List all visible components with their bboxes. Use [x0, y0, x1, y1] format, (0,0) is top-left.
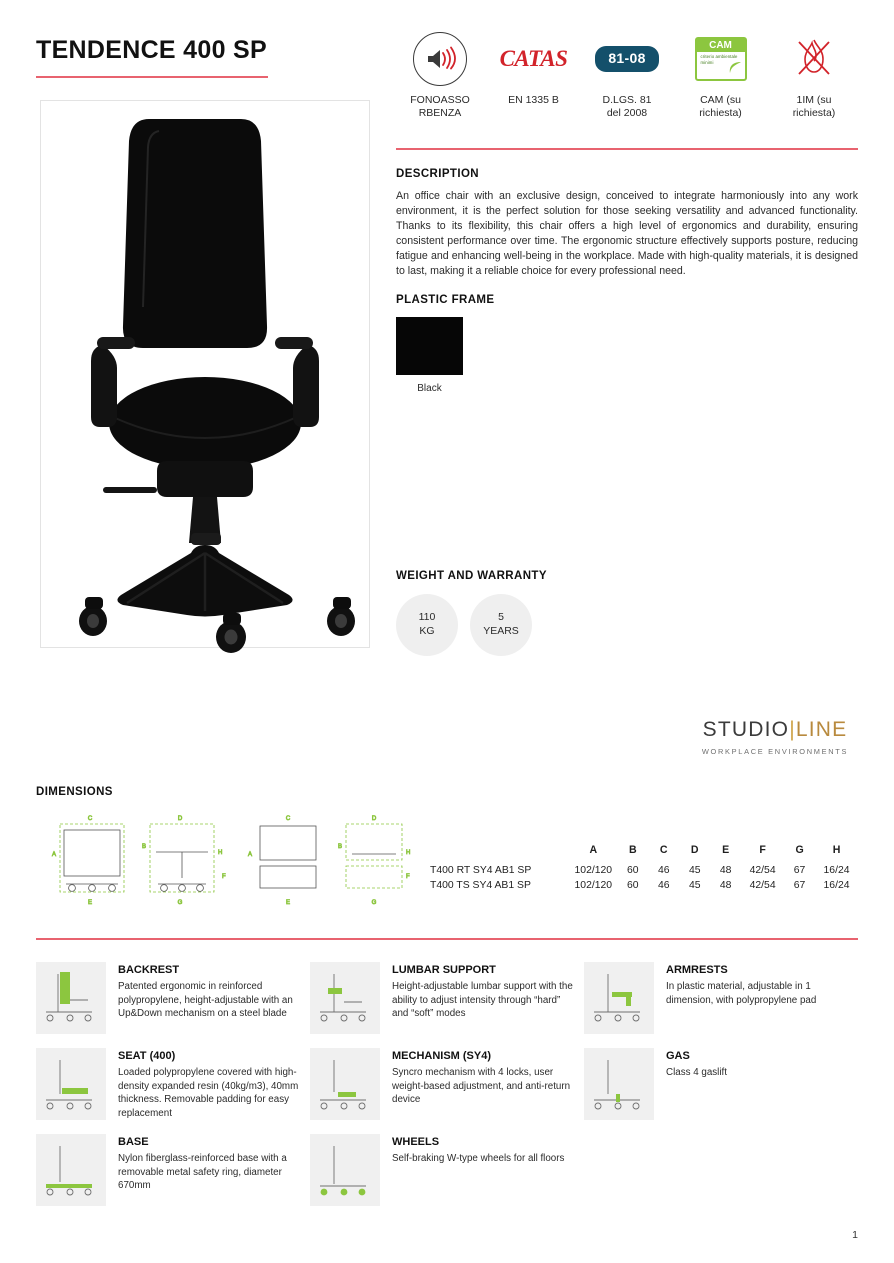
description-block: [396, 168, 858, 279]
certification-item-cam: [677, 30, 765, 120]
title-underline: [36, 76, 268, 78]
table-header-f: F: [759, 844, 766, 856]
feature-seat: [36, 1048, 310, 1134]
cell-h: 16/24: [823, 865, 850, 876]
feature-base: [36, 1134, 310, 1220]
table-row: [430, 878, 858, 893]
svg-text:B: B: [142, 844, 147, 850]
svg-text:G: G: [371, 900, 377, 906]
feature-title: LUMBAR SUPPORT: [392, 964, 496, 976]
certification-label-line1: EN 1335 B: [508, 94, 559, 106]
feature-title: MECHANISM (SY4): [392, 1050, 492, 1062]
feature-description: Height-adjustable lumbar support with the ability to adjust intensity through “hard” and “soft” modes: [392, 981, 573, 1020]
weight-warranty-block: [396, 570, 696, 656]
svg-text:E: E: [87, 900, 93, 906]
svg-text:H: H: [218, 850, 223, 856]
warranty-value: 5: [498, 611, 504, 624]
certification-divider: [396, 148, 858, 150]
cam-logo-icon: [677, 30, 765, 88]
certification-item-dlgs81: [583, 30, 671, 120]
product-image: [40, 100, 370, 648]
cell-e: 48: [719, 880, 732, 891]
page-number: 1: [852, 1229, 858, 1241]
cell-h: 16/24: [823, 880, 850, 891]
cell-f: 42/54: [749, 880, 776, 891]
certification-item-en1335b: [490, 30, 578, 107]
cell-b: 60: [627, 865, 639, 876]
base-diagram-icon: [36, 1134, 106, 1206]
table-header-c: C: [659, 844, 668, 856]
feature-description: Loaded polypropylene covered with high-density expanded resin (40kg/m3), 40mm thickness. Removable padding for easy replacement: [118, 1067, 299, 1119]
table-row: [430, 863, 858, 878]
feature-title: ARMRESTS: [666, 964, 728, 976]
color-swatch-label: Black: [417, 383, 442, 394]
certification-label-line1: CAM (su: [700, 94, 741, 106]
cell-e: 48: [719, 865, 732, 876]
cell-c: 46: [657, 865, 670, 876]
max-weight-badge: [396, 594, 458, 656]
warranty-badge: [470, 594, 532, 656]
certification-label-line2: richiesta): [699, 107, 742, 120]
feature-description: Patented ergonomic in reinforced polypropylene, height-adjustable with an Up&Down mechanism on a steel blade: [118, 981, 293, 1020]
feature-description: In plastic material, adjustable in 1 dimension, with polypropylene pad: [666, 981, 817, 1006]
no-fire-icon: [770, 30, 858, 88]
warranty-unit: YEARS: [483, 625, 519, 637]
color-swatch-black[interactable]: [396, 317, 463, 375]
cell-f: 42/54: [749, 865, 776, 876]
feature-title: BACKREST: [118, 964, 180, 976]
weight-warranty-heading: WEIGHT AND WARRANTY: [396, 570, 547, 582]
table-header-b: B: [628, 844, 637, 856]
table-header-row: [430, 844, 858, 863]
feature-title: WHEELS: [392, 1136, 440, 1149]
certification-label-line1: FONOASSO: [410, 94, 470, 106]
feature-description: Nylon fiberglass-reinforced base with a removable metal safety ring, diameter 670mm: [118, 1153, 287, 1192]
svg-text:C: C: [87, 816, 93, 822]
badge-81-08-icon: [583, 30, 671, 88]
mechanism-diagram-icon: [310, 1048, 380, 1120]
cell-g: 67: [793, 880, 806, 891]
cell-d: 45: [688, 880, 701, 891]
svg-text:G: G: [177, 900, 183, 906]
feature-title: BASE: [118, 1136, 149, 1149]
table-header-blank: [430, 844, 569, 863]
svg-text:E: E: [285, 900, 291, 906]
feature-wheels: [310, 1134, 584, 1220]
max-weight-unit: KG: [419, 625, 435, 637]
svg-text:F: F: [406, 874, 410, 880]
table-header-g: G: [795, 844, 804, 856]
certification-label-line2: del 2008: [606, 107, 648, 120]
feature-armrests: [584, 962, 858, 1048]
cell-a: 102/120: [574, 880, 613, 891]
row-model-name: T400 RT SY4 AB1 SP: [430, 865, 532, 876]
plastic-frame-heading: PLASTIC FRAME: [396, 294, 495, 306]
table-header-e: E: [722, 844, 730, 856]
cam-top-text: CAM: [697, 39, 745, 52]
cam-sub-text: criterio ambientale minimi: [700, 54, 738, 65]
dimension-drawings-icon: [46, 808, 411, 920]
svg-text:D: D: [371, 816, 377, 822]
badge-8108-text: 81-08: [595, 46, 658, 72]
dimensions-table: [430, 844, 858, 893]
certification-label-line1: D.LGS. 81: [602, 94, 652, 106]
row-model-name: T400 TS SY4 AB1 SP: [430, 880, 531, 891]
table-header-h: H: [832, 844, 841, 856]
certification-strip: [396, 30, 858, 120]
certification-label-line1: 1IM (su: [796, 94, 832, 106]
feature-lumbar-support: [310, 962, 584, 1048]
cell-g: 67: [793, 865, 806, 876]
page-title: TENDENCE 400 SP: [36, 36, 267, 64]
table-header-d: D: [690, 844, 699, 856]
studio-line-logo: [690, 718, 860, 756]
svg-text:A: A: [52, 852, 57, 858]
dimension-diagrams: [46, 808, 411, 925]
svg-text:B: B: [338, 844, 343, 850]
svg-text:C: C: [285, 816, 291, 822]
logo-word-line: LINE: [795, 718, 848, 741]
backrest-diagram-icon: [36, 962, 106, 1034]
logo-word-studio: STUDIO: [702, 718, 790, 741]
certification-label-line2: RBENZA: [418, 107, 462, 120]
feature-title: SEAT (400): [118, 1050, 176, 1062]
logo-divider: |: [789, 718, 796, 741]
svg-text:F: F: [222, 874, 226, 880]
lumbar-support-diagram-icon: [310, 962, 380, 1034]
seat-diagram-icon: [36, 1048, 106, 1120]
max-weight-value: 110: [418, 611, 436, 624]
leaf-icon: [728, 61, 742, 77]
sound-absorption-icon: [396, 30, 484, 88]
certification-label-line2: richiesta): [792, 107, 836, 120]
feature-description: Self-braking W-type wheels for all floors: [392, 1153, 565, 1165]
catas-logo-icon: [490, 30, 578, 88]
table-header-a: A: [589, 844, 598, 856]
cell-a: 102/120: [574, 865, 613, 876]
feature-gas: [584, 1048, 858, 1134]
certification-item-1im: [770, 30, 858, 120]
description-heading: DESCRIPTION: [396, 168, 479, 180]
description-text: An office chair with an exclusive design, conceived to integrate harmoniously into any work environment, it is the perfect solution for those seeking versatility and advanced functionality. Thanks to its flexibility, this chair offers a high level of ergonomics and durability, ensuring consistent performance over time. The ergonomic structure effectively supports posture, reducing fatigue and enhancing well-being in the workplace. Made with high-quality materials, it is designed to last, making it a reliable choice for every professional need.: [396, 190, 858, 278]
cell-d: 45: [688, 865, 701, 876]
gas-diagram-icon: [584, 1048, 654, 1120]
wheels-diagram-icon: [310, 1134, 380, 1206]
feature-backrest: [36, 962, 310, 1048]
svg-text:D: D: [177, 816, 183, 822]
feature-description: Syncro mechanism with 4 locks, user weight-based adjustment, and anti-return device: [392, 1067, 571, 1106]
features-grid: [36, 962, 858, 1220]
office-chair-illustration: [41, 101, 369, 647]
catas-wordmark: CATAS: [499, 45, 568, 71]
cell-c: 46: [657, 880, 670, 891]
dimensions-divider: [36, 938, 858, 940]
feature-title: GAS: [666, 1050, 690, 1062]
svg-text:A: A: [248, 852, 253, 858]
logo-tagline: WORKPLACE ENVIRONMENTS: [701, 747, 849, 756]
svg-text:H: H: [406, 850, 411, 856]
feature-mechanism: [310, 1048, 584, 1134]
plastic-frame-block: [396, 294, 696, 394]
feature-description: Class 4 gaslift: [666, 1067, 727, 1078]
certification-item-fonoassorbenza: [396, 30, 484, 120]
dimensions-block: [36, 786, 858, 906]
armrests-diagram-icon: [584, 962, 654, 1034]
dimensions-heading: DIMENSIONS: [36, 786, 113, 798]
cell-b: 60: [627, 880, 639, 891]
